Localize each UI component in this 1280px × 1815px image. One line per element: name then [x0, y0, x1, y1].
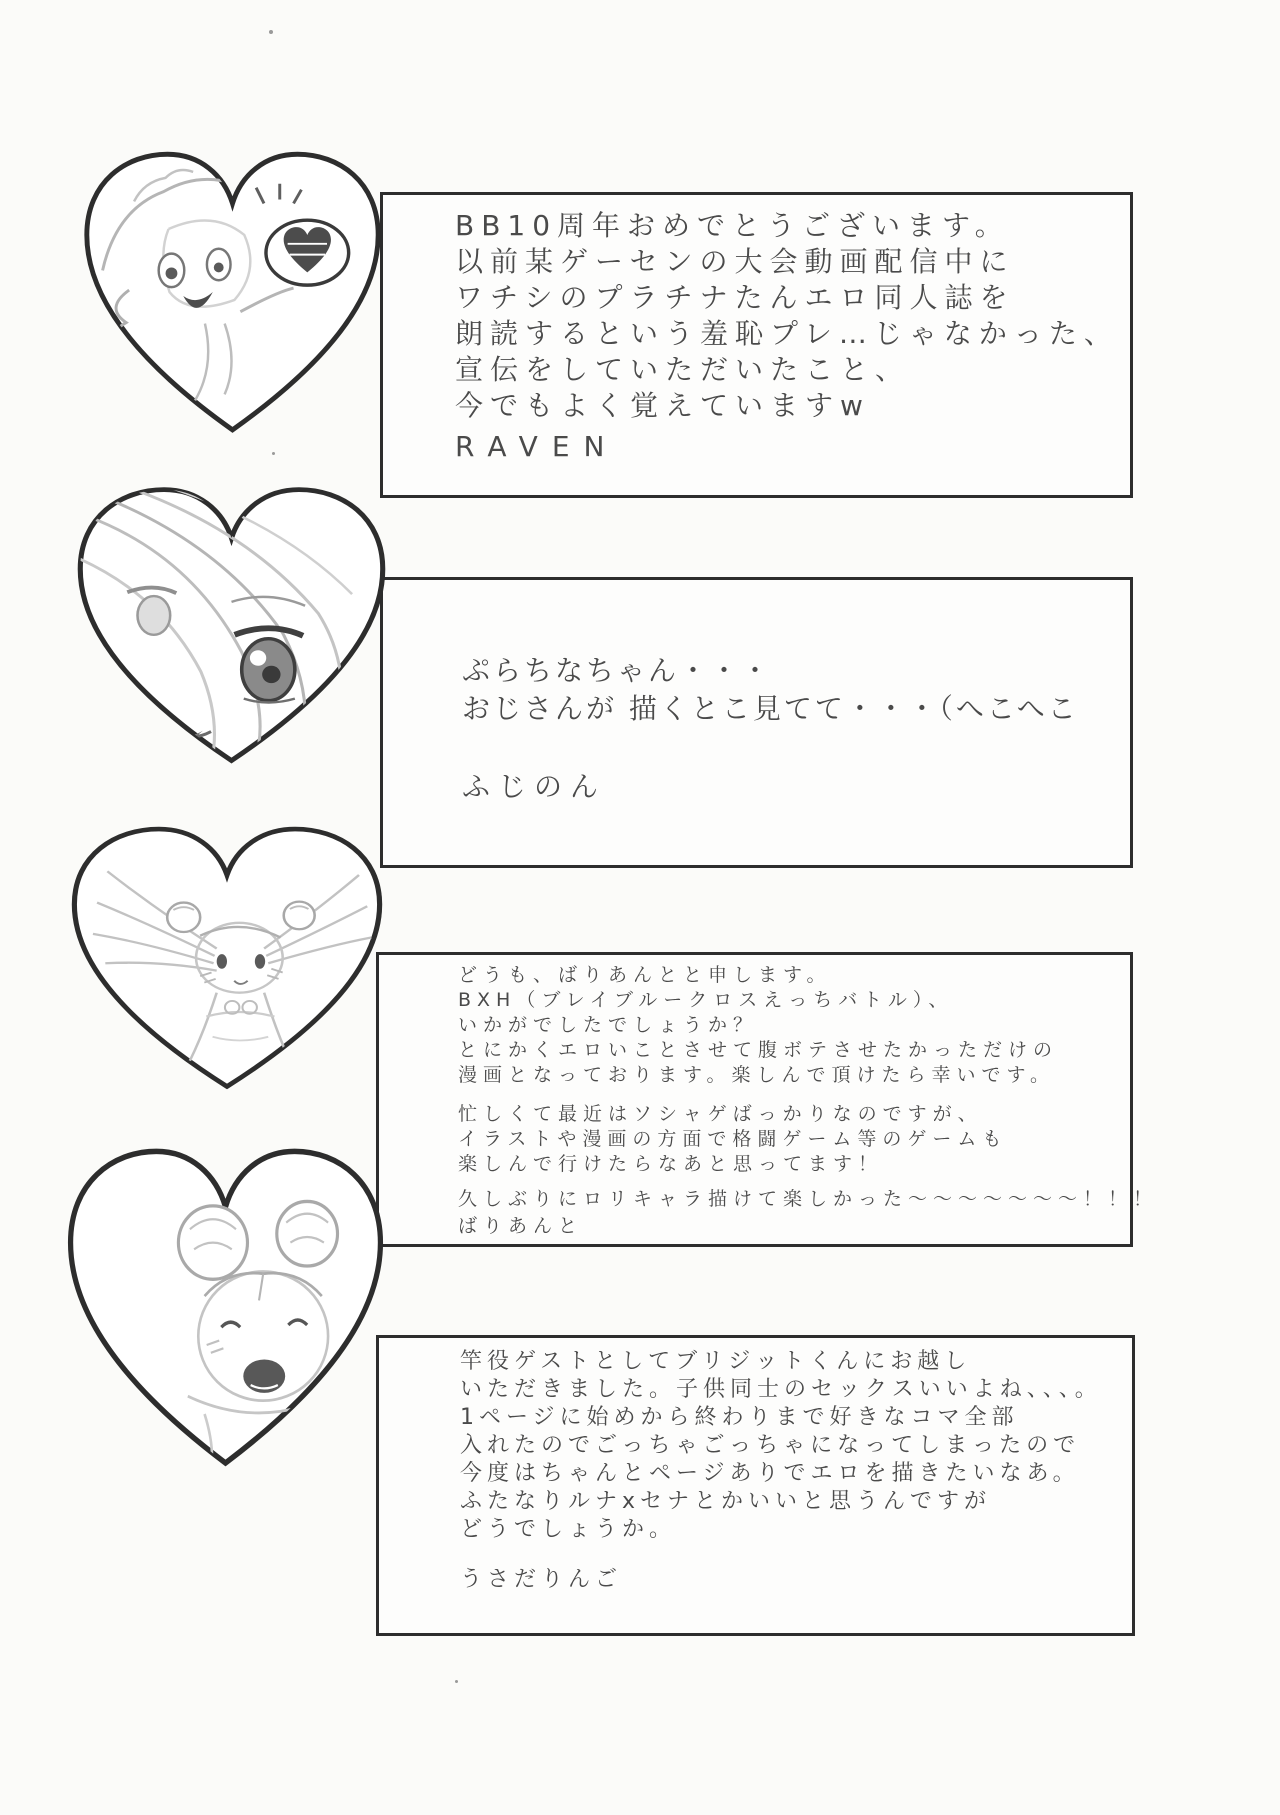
message-line: どうも、ばりあんとと申します。	[458, 964, 832, 986]
message-line: ワチシのプラチナたんエロ同人誌を	[455, 281, 1015, 314]
message-line: BB10周年おめでとうございます。	[455, 209, 1010, 242]
message-line: 楽しんで行けたらなあと思ってます！	[458, 1153, 884, 1175]
comment-text-raven	[455, 208, 1119, 465]
comment-text-fujinon	[462, 652, 1079, 806]
scan-noise-dot	[455, 1680, 458, 1683]
message-line: おじさんが 描くとこ見てて・・・（へこへこ	[462, 692, 1079, 725]
message-line: イラストや漫画の方面で格闘ゲーム等のゲームも	[458, 1128, 1008, 1150]
heart-frame	[68, 478, 395, 778]
message-line: どうでしょうか。	[460, 1517, 677, 1542]
heart-frame	[62, 818, 392, 1103]
message-line: 今度はちゃんとページありでエロを描きたいなあ。	[460, 1461, 1080, 1486]
heart-illustration-fujinon	[68, 478, 395, 782]
signature: ばりあんと	[458, 1215, 584, 1237]
message-line: BXH（ブレイブルークロスえっちバトル）、	[458, 989, 954, 1011]
message-line: ぷらちなちゃん・・・	[462, 654, 773, 687]
heart-speech-bubble	[266, 220, 349, 285]
message-line: 今でもよく覚えていますw	[455, 389, 870, 422]
comment-text-usada	[460, 1348, 1102, 1594]
message-line: 朗読するという羞恥プレ…じゃなかった、	[455, 317, 1119, 350]
message-line: ふたなりルナxセナとかいいと思うんですが	[460, 1489, 992, 1514]
signature: うさだりんご	[460, 1567, 623, 1592]
message-line: 以前某ゲーセンの大会動画配信中に	[455, 245, 1015, 278]
message-line: 忙しくて最近はソシャゲばっかりなのですが、	[458, 1103, 983, 1125]
heart-illustration-usada	[58, 1138, 393, 1487]
message-line: とにかくエロいことさせて腹ボテさせたかっただけの	[458, 1039, 1059, 1061]
heart-frame	[58, 1138, 393, 1483]
signature: RAVEN	[455, 430, 619, 463]
message-line: 漫画となっております。楽しんで頂けたら幸いです。	[458, 1064, 1055, 1086]
comment-text-variant	[458, 963, 1158, 1239]
scan-noise-dot	[269, 30, 273, 34]
message-line: 竿役ゲストとしてブリジットくんにお越し	[460, 1349, 972, 1374]
signature: ふじのん	[462, 770, 607, 803]
message-line: いかがでしたでしょうか？	[458, 1014, 759, 1036]
message-line: 入れたのでごっちゃごっちゃになってしまったので	[460, 1433, 1081, 1458]
heart-illustration-variant	[62, 818, 392, 1107]
message-line: 1ページに始めから終わりまで好きなコマ全部	[460, 1405, 1019, 1430]
message-line: 宣伝をしていただいたこと、	[455, 353, 911, 386]
message-line: いただきました。子供同士のセックスいいよね、、、。	[460, 1377, 1102, 1402]
heart-frame	[75, 140, 390, 450]
message-line: 久しぶりにロリキャラ描けて楽しかった～～～～～～～！！！	[458, 1188, 1159, 1210]
heart-illustration-raven	[75, 140, 390, 454]
